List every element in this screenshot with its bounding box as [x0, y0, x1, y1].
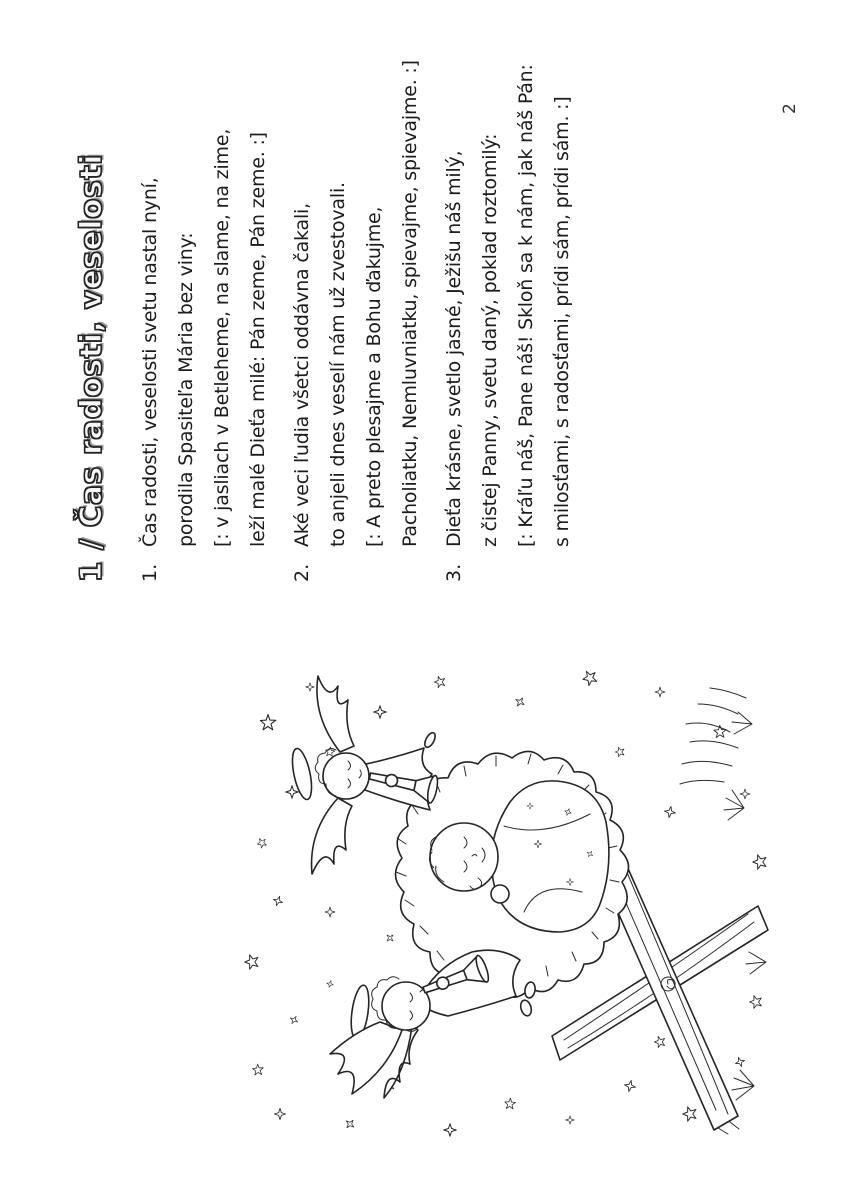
- nativity-angels-illustration: [238, 662, 776, 1144]
- verse-1: [132, 62, 276, 582]
- lyric-line: [: A preto plesajme a Bohu ďakujme,: [363, 206, 385, 547]
- verse-lines: [284, 60, 428, 547]
- verse-number: 1.: [139, 563, 161, 582]
- lyric-line: s milosťami, s radosťami, prídi sám, prídi sám. :]: [551, 96, 573, 547]
- lyric-line: Dieťa krásne, svetlo jasné, Ježišu náš milý,: [443, 150, 465, 547]
- lyric-line: to anjeli dnes veselí nám už zvestovali.: [327, 182, 349, 547]
- verse-2: [284, 62, 428, 582]
- lyric-line: porodila Spasiteľa Mária bez viny:: [175, 232, 197, 547]
- verses-list: [132, 62, 580, 582]
- verse-lines: [132, 129, 276, 547]
- song-block: [74, 62, 588, 582]
- lyric-line: [: v jasliach v Betleheme, na slame, na zime,: [211, 128, 233, 547]
- verse-number: 3.: [443, 563, 465, 582]
- verse-lines: [436, 64, 580, 547]
- angel-trumpeter-left: [330, 950, 536, 1098]
- lyric-line: leží malé Dieťa milé: Pán zeme, Pán zeme. :]: [247, 132, 269, 547]
- star-blanket: [491, 781, 609, 932]
- angel-wing: [317, 676, 354, 752]
- lyric-line: z čistej Panny, svetu daný, poklad roztomilý:: [479, 133, 501, 547]
- lyric-line: Pacholiatku, Nemluvniatku, spievajme, spievajme. :]: [399, 60, 421, 547]
- song-title: 1 / Čas radosti, veselosti: [74, 153, 108, 582]
- lyric-line: Čas radosti, veselosti svetu nastal nyní,: [139, 177, 161, 547]
- page-number: 2: [780, 103, 800, 114]
- angel-wing: [312, 798, 352, 874]
- baby-hand: [491, 885, 509, 903]
- lyric-line: Aké veci ľudia všetci oddávna čakali,: [291, 203, 313, 547]
- verse-3: [436, 62, 580, 582]
- lyric-line: [: Kráľu náš, Pane náš! Skloň sa k nám, jak náš Pán:: [515, 64, 537, 547]
- verse-number: 2.: [291, 563, 313, 582]
